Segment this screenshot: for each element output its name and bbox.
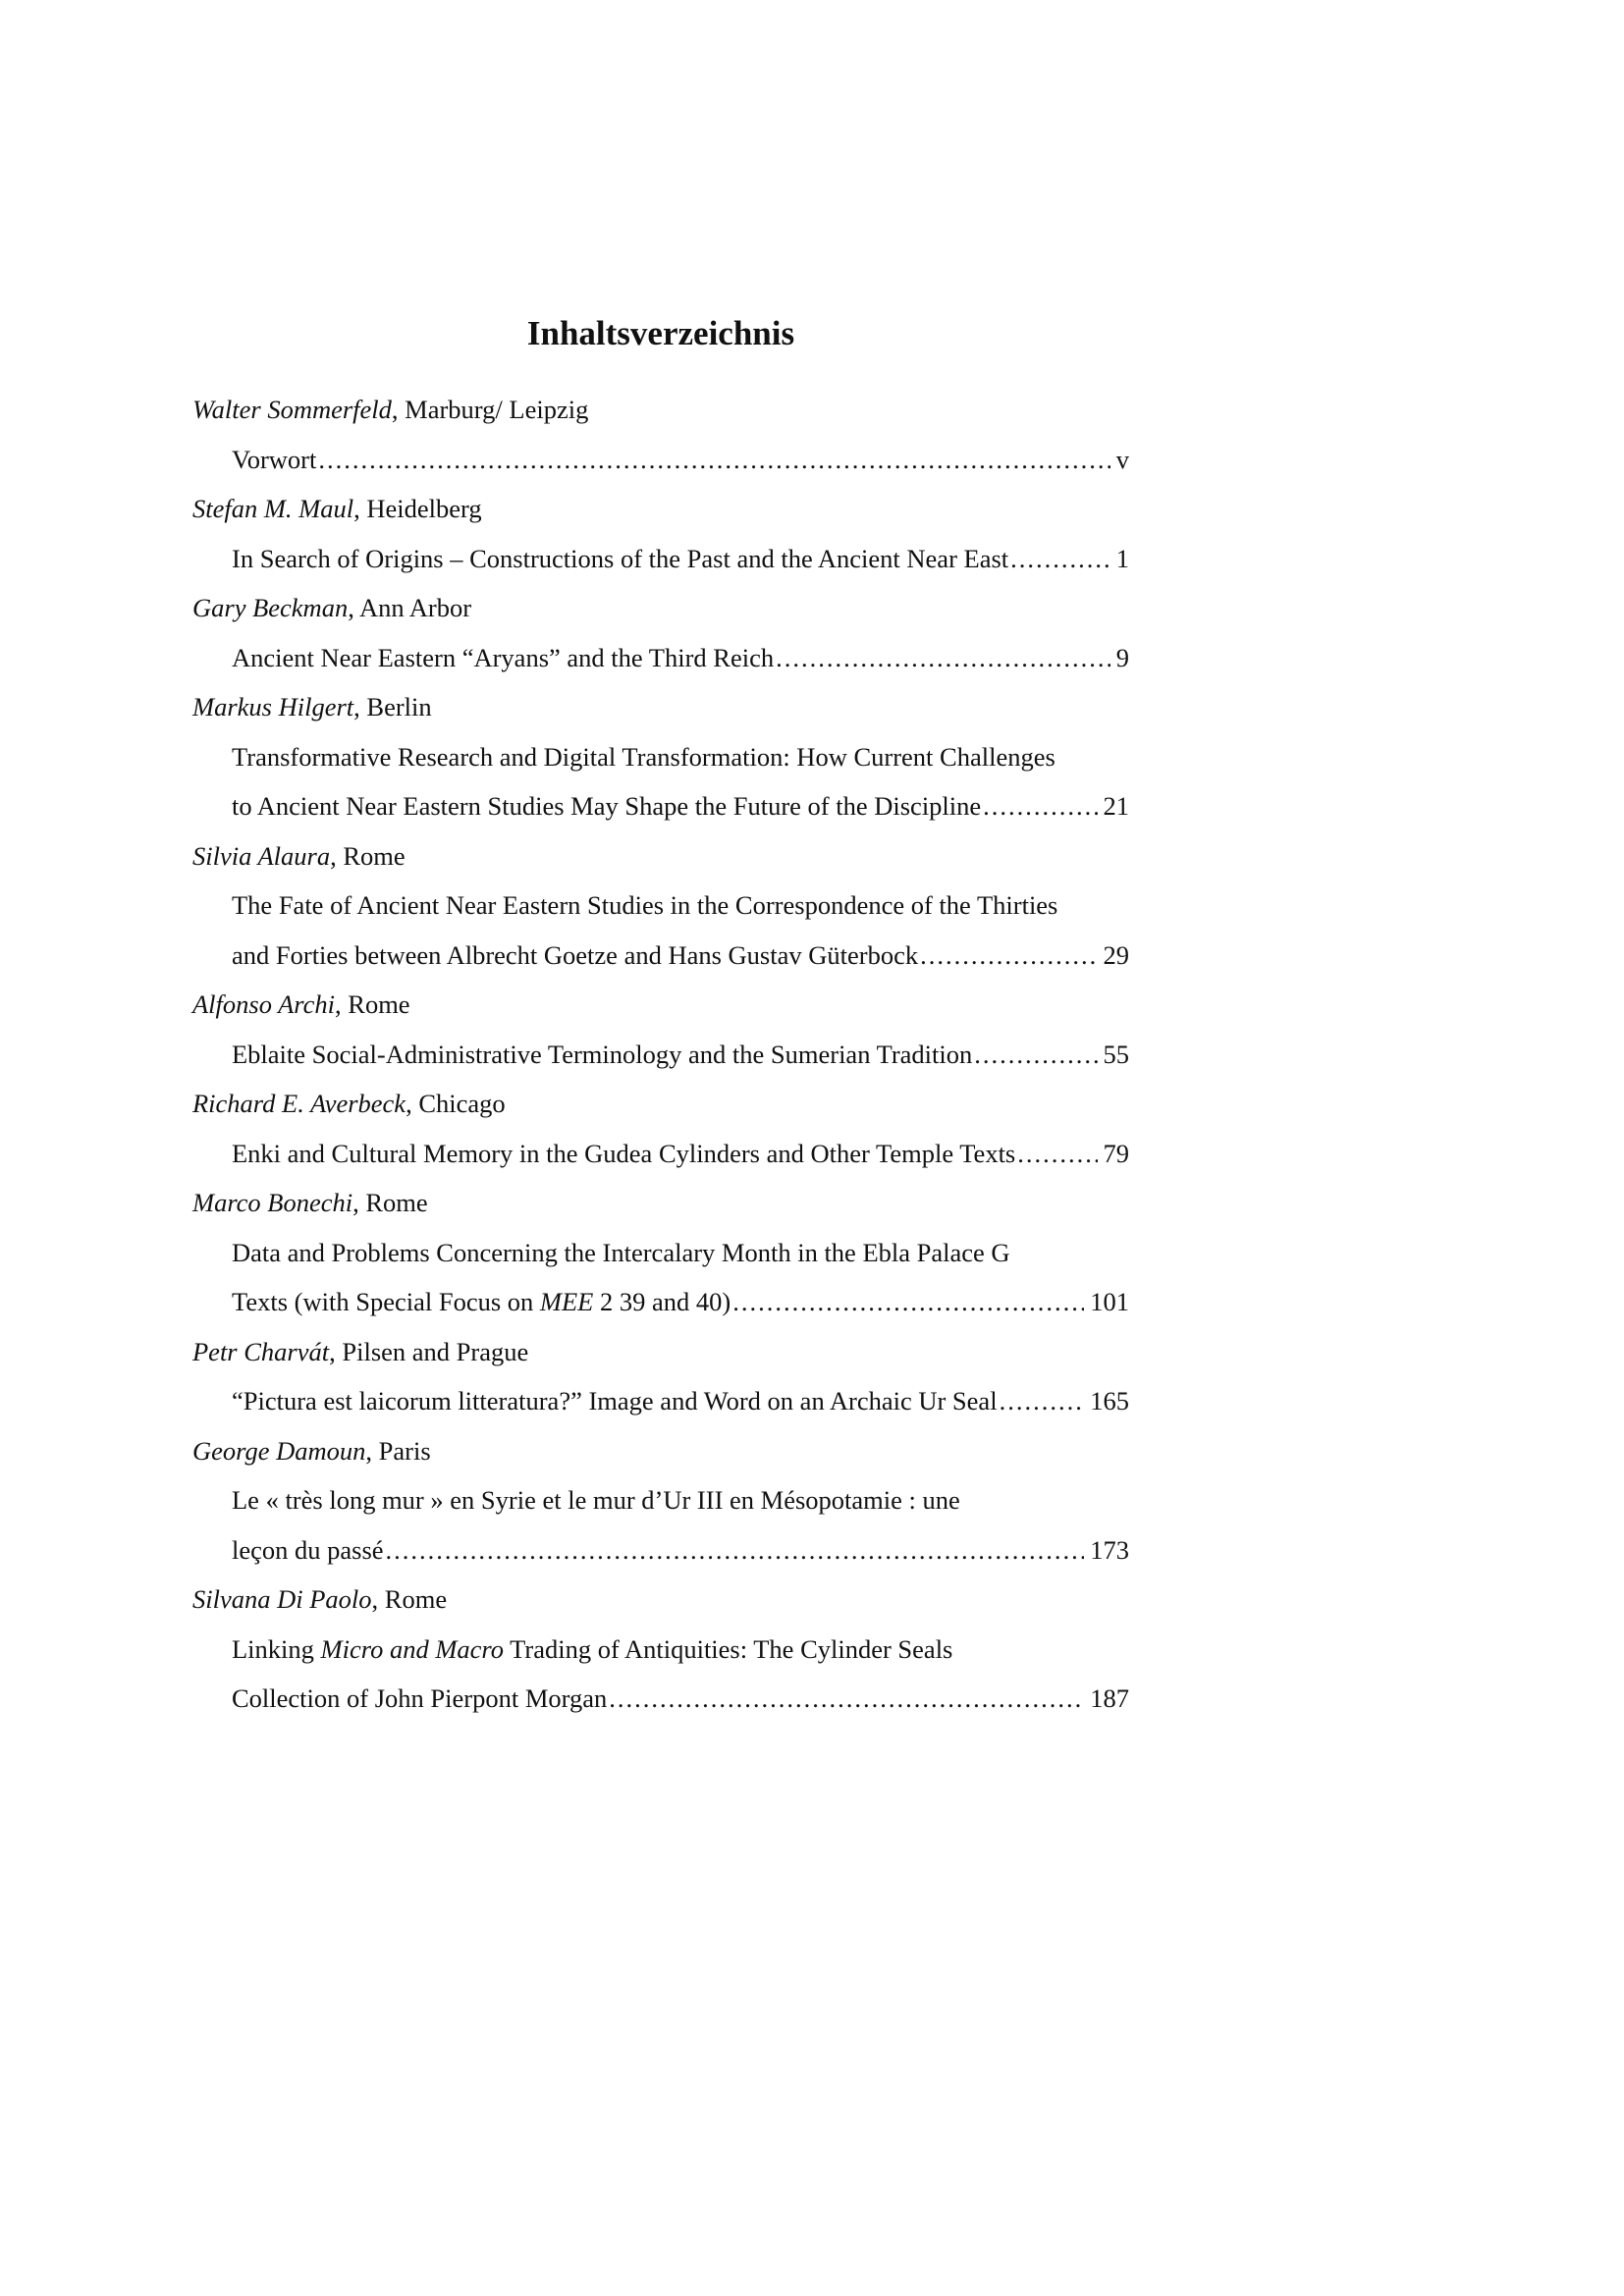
toc-title-segment: Collection of John Pierpont Morgan bbox=[232, 1683, 608, 1713]
toc-title-text bbox=[232, 1376, 998, 1426]
toc-entry bbox=[192, 831, 1129, 981]
toc-page-number[interactable]: 55 bbox=[1103, 1039, 1129, 1069]
toc-title-segment: and Forties between Albrecht Goetze and Hans Gustav Güterbock bbox=[232, 939, 919, 970]
toc-entry bbox=[192, 682, 1129, 831]
toc-title-text bbox=[232, 1674, 607, 1724]
toc-page-number[interactable]: 165 bbox=[1090, 1386, 1129, 1415]
toc-page-number[interactable]: 173 bbox=[1090, 1534, 1129, 1565]
toc-author-name: Silvia Alaura bbox=[192, 840, 331, 871]
toc-title-segment: Transformative Research and Digital Transformation: How Current Challenges bbox=[232, 741, 1056, 772]
toc-title-segment: Vorwort bbox=[232, 444, 317, 474]
toc-author-line bbox=[192, 1079, 1129, 1129]
toc-title-text bbox=[232, 931, 918, 981]
toc-author-location: , Pilsen and Prague bbox=[329, 1336, 529, 1366]
toc-entry bbox=[192, 980, 1129, 1079]
toc-author-line bbox=[192, 831, 1129, 881]
toc-title-segment: Trading of Antiquities: The Cylinder Seals bbox=[504, 1633, 953, 1664]
toc-author-line bbox=[192, 1327, 1129, 1377]
toc-author-line bbox=[192, 1575, 1129, 1625]
toc-leader-dots bbox=[1017, 1129, 1097, 1179]
toc-title-line bbox=[192, 1625, 1129, 1675]
toc-leader-dots bbox=[974, 1030, 1097, 1080]
toc-title-segment: Eblaite Social-Administrative Terminology and the Sumerian Tradition bbox=[232, 1039, 973, 1069]
page-title: Inhaltsverzeichnis bbox=[526, 314, 795, 352]
toc-author-name: George Damoun bbox=[192, 1435, 366, 1466]
toc-entry bbox=[192, 1575, 1129, 1724]
toc-title-segment: leçon du passé bbox=[232, 1534, 384, 1565]
table-of-contents bbox=[192, 385, 1129, 1724]
toc-title-line bbox=[192, 732, 1129, 782]
toc-entry bbox=[192, 1327, 1129, 1426]
toc-title-line-last bbox=[192, 1129, 1129, 1179]
toc-entry bbox=[192, 484, 1129, 583]
toc-author-name: Marco Bonechi bbox=[192, 1188, 353, 1217]
toc-page-number[interactable]: 101 bbox=[1090, 1287, 1129, 1316]
toc-title-line-last bbox=[192, 1525, 1129, 1575]
toc-title-line-last bbox=[192, 1277, 1129, 1327]
toc-author-location: , Chicago bbox=[406, 1089, 506, 1118]
toc-author-line bbox=[192, 583, 1129, 633]
toc-title-line bbox=[192, 881, 1129, 931]
toc-title-line bbox=[192, 1475, 1129, 1525]
toc-title-segment: In Search of Origins – Constructions of the Past and the Ancient Near East bbox=[232, 543, 1009, 573]
toc-author-name: Alfonso Archi bbox=[192, 989, 336, 1019]
toc-entry bbox=[192, 1079, 1129, 1178]
toc-title-segment: Texts (with Special Focus on bbox=[232, 1287, 540, 1316]
toc-author-line bbox=[192, 484, 1129, 534]
toc-title-segment: “Pictura est laicorum litteratura?” Image and Word on an Archaic Ur Seal bbox=[232, 1386, 998, 1415]
toc-leader-dots bbox=[1000, 1376, 1085, 1426]
toc-author-name: Markus Hilgert bbox=[192, 692, 354, 721]
toc-author-location: , Heidelberg bbox=[353, 494, 482, 523]
toc-title-text bbox=[232, 435, 316, 485]
toc-title-line-last bbox=[192, 781, 1129, 831]
toc-author-name: Petr Charvát bbox=[192, 1336, 330, 1366]
toc-title-text bbox=[232, 1030, 972, 1080]
toc-author-line bbox=[192, 1426, 1129, 1476]
toc-title-segment: The Fate of Ancient Near Eastern Studies in the Correspondence of the Thirties bbox=[232, 890, 1058, 920]
toc-title-segment: Le « très long mur » en Syrie et le mur d’Ur III en Mésopotamie : une bbox=[232, 1485, 960, 1515]
toc-author-name: Richard E. Averbeck bbox=[192, 1089, 406, 1118]
toc-author-name: Silvana Di Paolo bbox=[192, 1584, 372, 1614]
toc-author-location: , Rome bbox=[352, 1188, 428, 1217]
toc-page-number[interactable]: 1 bbox=[1115, 543, 1129, 573]
toc-leader-dots bbox=[776, 633, 1110, 683]
toc-leader-dots bbox=[609, 1674, 1084, 1724]
toc-title-text bbox=[232, 781, 981, 831]
toc-title-line-last bbox=[192, 633, 1129, 683]
toc-title-text bbox=[232, 1525, 384, 1575]
toc-entry bbox=[192, 583, 1129, 682]
toc-entry bbox=[192, 1426, 1129, 1575]
toc-page-number[interactable]: 21 bbox=[1103, 791, 1129, 821]
toc-title-segment: Micro and Macro bbox=[320, 1633, 504, 1664]
toc-page-number[interactable]: 29 bbox=[1103, 939, 1129, 970]
toc-leader-dots bbox=[1010, 534, 1110, 584]
toc-leader-dots bbox=[920, 931, 1097, 981]
toc-title-segment: Linking bbox=[232, 1633, 321, 1664]
toc-title-segment: 2 39 and 40) bbox=[593, 1287, 731, 1316]
toc-leader-dots bbox=[318, 435, 1110, 485]
toc-author-line bbox=[192, 385, 1129, 435]
toc-entry bbox=[192, 385, 1129, 484]
toc-page-number[interactable]: 9 bbox=[1115, 642, 1129, 672]
toc-author-location: , Ann Arbor bbox=[348, 593, 472, 622]
toc-title-text bbox=[232, 633, 774, 683]
toc-title-line-last bbox=[192, 534, 1129, 584]
toc-page-number[interactable]: 187 bbox=[1090, 1683, 1129, 1713]
toc-page-number[interactable]: v bbox=[1115, 444, 1129, 474]
toc-title-line-last bbox=[192, 435, 1129, 485]
toc-author-line bbox=[192, 980, 1129, 1030]
toc-title-segment: Ancient Near Eastern “Aryans” and the Third Reich bbox=[232, 642, 775, 672]
toc-author-name: Gary Beckman bbox=[192, 593, 349, 622]
toc-title-segment: to Ancient Near Eastern Studies May Shape the Future of the Discipline bbox=[232, 791, 982, 821]
toc-entry bbox=[192, 1178, 1129, 1327]
toc-leader-dots bbox=[983, 781, 1097, 831]
toc-title-segment: Enki and Cultural Memory in the Gudea Cylinders and Other Temple Texts bbox=[232, 1138, 1016, 1168]
toc-title-line bbox=[192, 1228, 1129, 1278]
toc-title-text bbox=[232, 1277, 731, 1327]
toc-title-line-last bbox=[192, 1030, 1129, 1080]
toc-title-line-last bbox=[192, 931, 1129, 981]
toc-author-location: , Rome bbox=[371, 1584, 448, 1614]
toc-author-location: , Marburg/ Leipzig bbox=[391, 395, 589, 424]
toc-author-name: Walter Sommerfeld bbox=[192, 395, 392, 424]
toc-leader-dots bbox=[386, 1525, 1085, 1575]
toc-author-line bbox=[192, 682, 1129, 732]
toc-title-line-last bbox=[192, 1674, 1129, 1724]
toc-author-location: , Paris bbox=[365, 1435, 431, 1466]
toc-author-location: , Rome bbox=[330, 840, 406, 871]
toc-leader-dots bbox=[732, 1277, 1084, 1327]
toc-author-line bbox=[192, 1178, 1129, 1228]
toc-author-location: , Berlin bbox=[353, 692, 432, 721]
toc-title-segment: Data and Problems Concerning the Intercalary Month in the Ebla Palace G bbox=[232, 1237, 1010, 1267]
toc-title-line-last bbox=[192, 1376, 1129, 1426]
toc-title-segment: MEE bbox=[539, 1287, 594, 1316]
toc-author-location: , Rome bbox=[335, 989, 410, 1019]
toc-title-text bbox=[232, 1129, 1015, 1179]
toc-title-text bbox=[232, 534, 1008, 584]
toc-author-name: Stefan M. Maul bbox=[192, 494, 354, 523]
toc-page-number[interactable]: 79 bbox=[1103, 1138, 1129, 1168]
